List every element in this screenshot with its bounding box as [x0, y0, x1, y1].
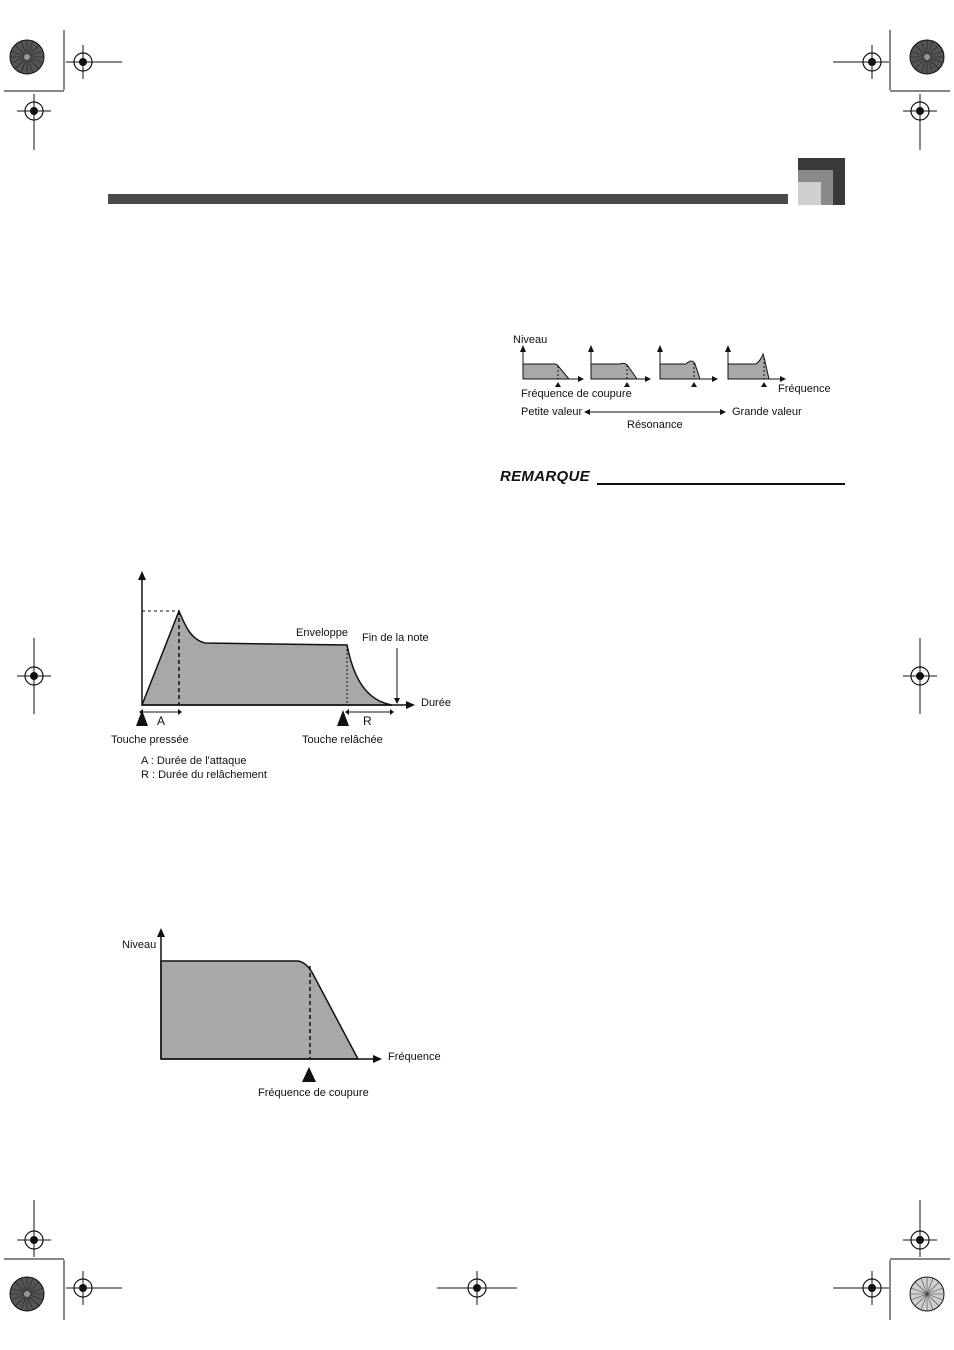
resonance-frequence-label: Fréquence [778, 383, 831, 395]
legend-a-label: A : Durée de l'attaque [141, 755, 247, 767]
cutoff-marker [302, 1067, 316, 1082]
resonance-label: Résonance [627, 419, 683, 431]
marker-r-label: R [363, 714, 372, 728]
enveloppe-label: Enveloppe [296, 627, 348, 639]
duree-label: Durée [421, 697, 451, 709]
lowpass-niveau-label: Niveau [122, 939, 157, 951]
marker-a-label: A [157, 714, 166, 728]
petite-valeur-label: Petite valeur [521, 406, 583, 418]
grande-valeur-label: Grande valeur [732, 406, 802, 418]
remarque-heading: REMARQUE [500, 468, 590, 485]
fin-de-la-note-label: Fin de la note [362, 632, 429, 644]
lowpass-frequence-label: Fréquence [388, 1051, 441, 1063]
resonance-niveau-label: Niveau [513, 334, 548, 346]
lowpass-shape [161, 961, 358, 1059]
touche-relachee-label: Touche relâchée [302, 734, 383, 746]
resonance-cutoff-label: Fréquence de coupure [521, 388, 632, 400]
touche-pressee-label: Touche pressée [111, 734, 189, 746]
lowpass-cutoff-label: Fréquence de coupure [258, 1087, 369, 1099]
legend-r-label: R : Durée du relâchement [141, 769, 267, 781]
